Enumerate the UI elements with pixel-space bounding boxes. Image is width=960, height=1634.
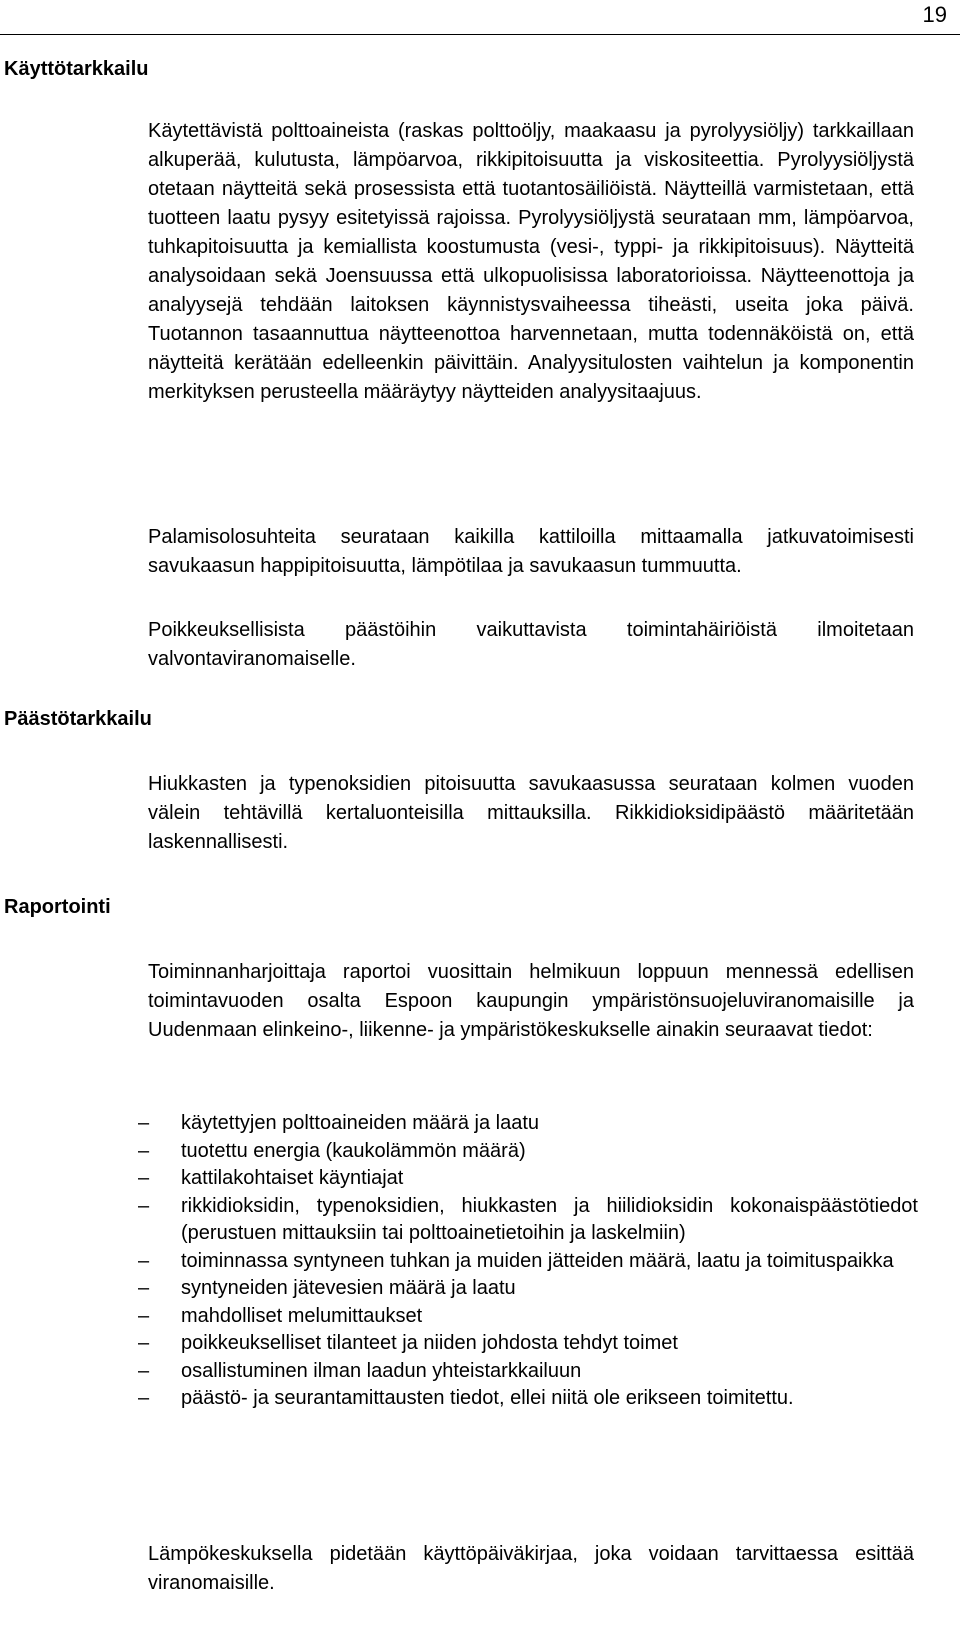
list-item bbox=[138, 1193, 918, 1248]
header-divider bbox=[0, 34, 960, 35]
dash-bullet: – bbox=[138, 1387, 150, 1409]
dash-bullet: – bbox=[138, 1139, 150, 1162]
list-item-text: poikkeukselliset tilanteet ja niiden johdosta tehdyt toimet bbox=[181, 1332, 678, 1354]
dash-bullet: – bbox=[138, 1304, 150, 1327]
dash-bullet: – bbox=[138, 1249, 150, 1272]
list-item-text: mahdolliset melumittaukset bbox=[181, 1304, 423, 1327]
list-item bbox=[138, 1385, 918, 1413]
list-item bbox=[138, 1165, 918, 1193]
heading-raportointi: Raportointi bbox=[4, 896, 111, 918]
heading-kayttotarkkailu: Käyttötarkkailu bbox=[4, 58, 149, 80]
list-item-text: toiminnassa syntyneen tuhkan ja muiden jätteiden määrä, laatu ja toimituspaikka bbox=[181, 1249, 894, 1272]
list-item-text: kattilakohtaiset käyntiajat bbox=[181, 1167, 404, 1189]
dash-bullet: – bbox=[138, 1112, 150, 1134]
list-item bbox=[138, 1358, 918, 1386]
list-item bbox=[138, 1275, 918, 1303]
paragraph-logbook: Lämpökeskuksella pidetään käyttöpäiväkirjaa, joka voidaan tarvittaessa esittää viranomaisille. bbox=[148, 1543, 914, 1594]
dash-bullet: – bbox=[138, 1359, 150, 1382]
list-item bbox=[138, 1330, 918, 1358]
list-item bbox=[138, 1110, 918, 1138]
list-item-text: tuotettu energia (kaukolämmön määrä) bbox=[181, 1139, 526, 1162]
paragraph-malfunction-reporting: Poikkeuksellisista päästöihin vaikuttavista toimintahäiriöistä ilmoitetaan valvontaviranomaiselle. bbox=[148, 619, 914, 670]
reporting-items-list bbox=[138, 1110, 918, 1413]
list-item-text: rikkidioksidin, typenoksidien, hiukkasten ja hiilidioksidin kokonaispäästötiedot (perustuen mittauksiin tai polttoainetietoihin ja laskelmiin) bbox=[181, 1194, 918, 1244]
list-item-text: osallistuminen ilman laadun yhteistarkkailuun bbox=[181, 1359, 582, 1382]
dash-bullet: – bbox=[138, 1167, 150, 1189]
list-item bbox=[138, 1303, 918, 1331]
list-item-text: syntyneiden jätevesien määrä ja laatu bbox=[181, 1277, 516, 1299]
heading-paastotarkkailu: Päästötarkkailu bbox=[4, 708, 152, 730]
list-item-text: käytettyjen polttoaineiden määrä ja laatu bbox=[181, 1112, 540, 1134]
paragraph-combustion-conditions: Palamisolosuhteita seurataan kaikilla kattiloilla mittaamalla jatkuvatoimisesti savukaasun happipitoisuutta, lämpötilaa ja savukaasun tummuutta. bbox=[148, 526, 914, 577]
dash-bullet: – bbox=[138, 1194, 150, 1217]
paragraph-reporting-intro: Toiminnanharjoittaja raportoi vuosittain helmikuun loppuun mennessä edellisen toimintavuoden osalta Espoon kaupungin ympäristönsuojeluviranomaisille ja Uudenmaan elinkeino-, liikenne- ja ympäristökeskukselle ainakin seuraavat tiedot: bbox=[148, 961, 914, 1041]
page-number: 19 bbox=[922, 2, 947, 27]
list-item bbox=[138, 1138, 918, 1166]
paragraph-fuel-monitoring: Käytettävistä polttoaineista (raskas polttoöljy, maakaasu ja pyrolyysiöljy) tarkkaillaan alkuperää, kulutusta, lämpöarvoa, rikkipitoisuutta ja viskositeettia. Pyrolyysiöljystä otetaan näytteitä sekä prosessista että tuotantosäiliöistä. Näytteillä varmistetaan, että tuotteen laatu pysyy esitetyissä rajoissa. Pyrolyysiöljystä seurataan mm, lämpöarvoa, tuhkapitoisuutta ja kemiallista koostumusta (vesi-, typpi- ja rikkipitoisuus). Näytteitä analysoidaan sekä Joensuussa että ulkopuolisissa laboratorioissa. Näytteenottoja ja analyysejä tehdään laitoksen käynnistysvaiheessa tiheästi, useita joka päivä. Tuotannon tasaannuttua näytteenottoa harvennetaan, mutta todennäköistä on, että näytteitä kerätään edelleenkin päivittäin. Analyysitulosten vaihtelun ja komponentin merkityksen perusteella määräytyy näytteiden analyysitaajuus. bbox=[148, 120, 914, 403]
list-item bbox=[138, 1248, 918, 1276]
paragraph-emission-measurements: Hiukkasten ja typenoksidien pitoisuutta savukaasussa seurataan kolmen vuoden välein tehtävillä kertaluonteisilla mittauksilla. Rikkidioksidipäästö määritetään laskennallisesti. bbox=[148, 773, 914, 853]
list-item-text: päästö- ja seurantamittausten tiedot, ellei niitä ole erikseen toimitettu. bbox=[181, 1387, 794, 1409]
dash-bullet: – bbox=[138, 1277, 150, 1299]
dash-bullet: – bbox=[138, 1332, 150, 1354]
